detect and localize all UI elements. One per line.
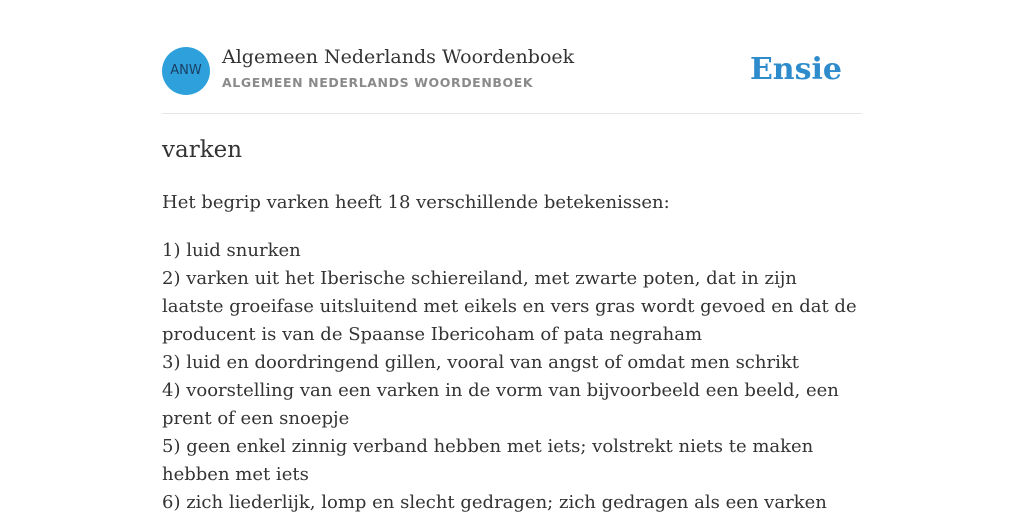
source-subtitle: ALGEMEEN NEDERLANDS WOORDENBOEK: [222, 75, 534, 90]
page: [162, 0, 862, 512]
entry-intro: Het begrip varken heeft 18 verschillende betekenissen:: [162, 192, 670, 213]
definition-item: 3) luid en doordringend gillen, vooral van angst of omdat men schrikt: [162, 352, 799, 373]
definition-item: 6) zich liederlijk, lomp en slecht gedragen; zich gedragen als een varken: [162, 492, 827, 513]
definition-item: 2) varken uit het Iberische schiereiland, met zwarte poten, dat in zijn laatste groeifase uitsluitend met eikels en vers gras wordt gevoed en dat de producent is van de Spaanse Ibericoham of pata negraham: [162, 268, 857, 345]
definition-item: 1) luid snurken: [162, 240, 301, 261]
definition-item: 4) voorstelling van een varken in de vorm van bijvoorbeeld een beeld, een prent of een snoepje: [162, 380, 839, 429]
header-divider: [162, 113, 862, 114]
anw-logo[interactable]: ANW: [162, 47, 210, 95]
entry-term: varken: [162, 137, 243, 163]
source-title[interactable]: Algemeen Nederlands Woordenboek: [222, 46, 575, 68]
ensie-logo[interactable]: Ensie: [749, 52, 842, 87]
source-header: [162, 46, 862, 96]
definition-list: [162, 237, 862, 517]
definition-item: 5) geen enkel zinnig verband hebben met iets; volstrekt niets te maken hebben met iets: [162, 436, 814, 485]
